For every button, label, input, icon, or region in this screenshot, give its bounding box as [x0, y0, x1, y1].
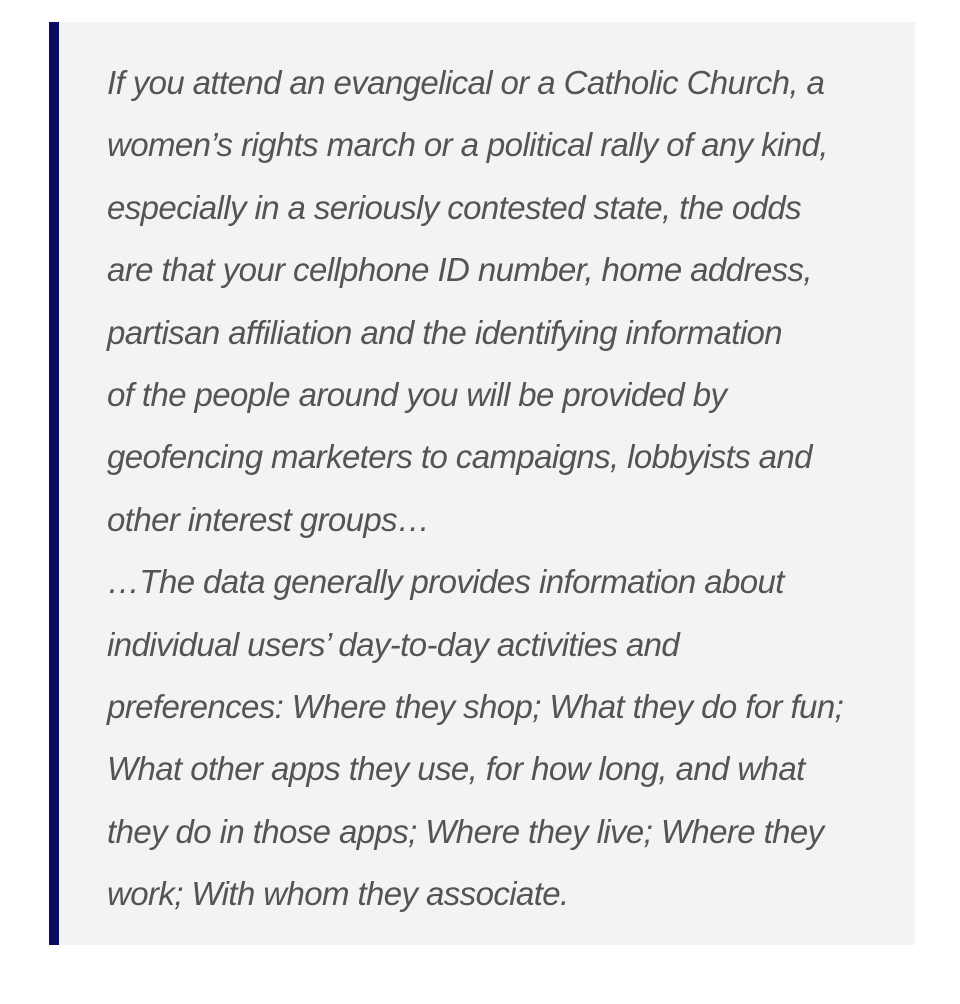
quote-line: …The data generally provides information about: [107, 563, 784, 601]
quote-line: other interest groups…: [107, 500, 430, 538]
quote-line: If you attend an evangelical or a Catholic Church, a: [107, 64, 825, 101]
quote-line: especially in a seriously contested state, the odds: [107, 188, 801, 226]
quote-line: women’s rights march or a political rally of any kind,: [107, 126, 828, 164]
blockquote-accent-bar: [49, 22, 59, 945]
quote-line: are that your cellphone ID number, home address,: [107, 251, 812, 289]
quote-line: preferences: Where they shop; What they do for fun;: [107, 688, 844, 726]
quote-line: partisan affiliation and the identifying information: [107, 313, 783, 351]
quote-line: of the people around you will be provided by: [107, 376, 727, 414]
quote-line: they do in those apps; Where they live; Where they: [107, 812, 824, 850]
quote-line: individual users’ day-to-day activities and: [107, 625, 680, 663]
blockquote-text: [107, 52, 907, 926]
blockquote: [49, 22, 915, 945]
quote-line: geofencing marketers to campaigns, lobbyists and: [107, 438, 812, 476]
quote-line: work; With whom they associate.: [107, 875, 569, 913]
quote-line: What other apps they use, for how long, and what: [107, 750, 805, 788]
